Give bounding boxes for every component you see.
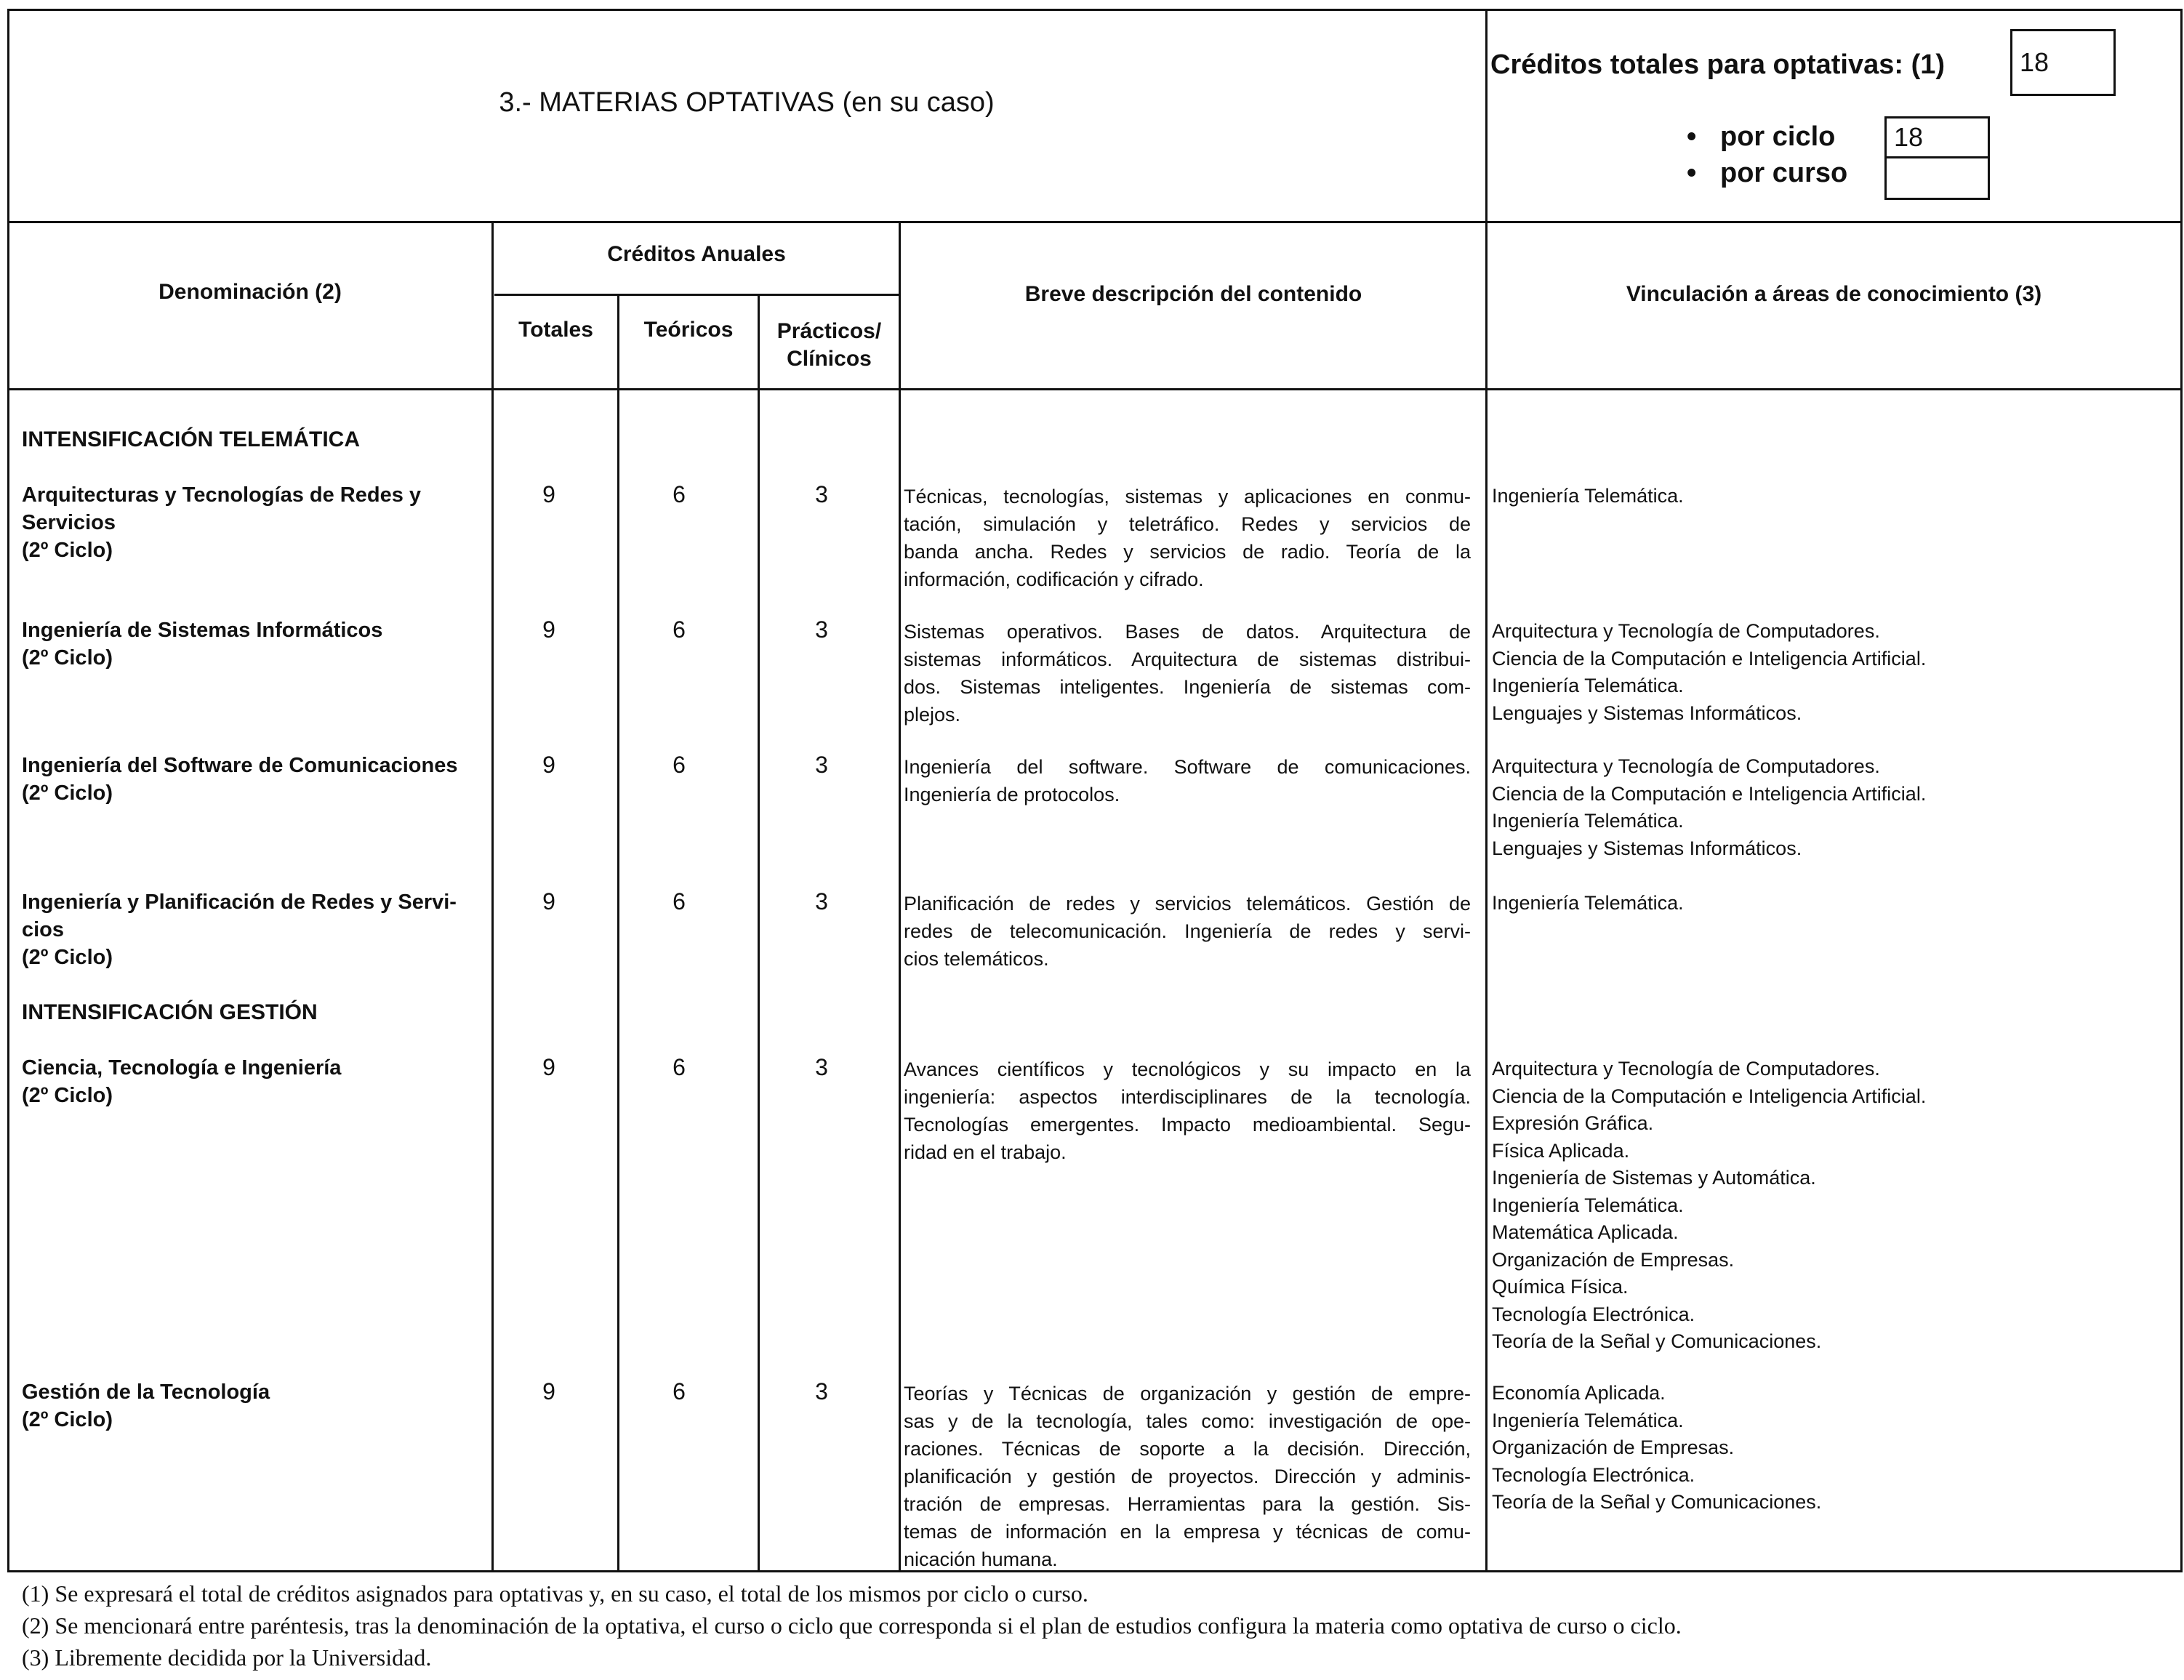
description-line: banda ancha. Redes y servicios de radio. Teoría de la (904, 541, 1471, 563)
knowledge-area-item: Física Aplicada. (1492, 1139, 1630, 1162)
content-description (904, 1380, 1471, 1573)
por-ciclo-curso-list (1687, 118, 1847, 191)
col-denominacion: Denominación (2) (158, 280, 342, 304)
subject-name-line: Ingeniería de Sistemas Informáticos (22, 619, 383, 642)
col-practicos (760, 318, 899, 373)
knowledge-areas (1492, 618, 2168, 727)
bullet-icon: • (1687, 121, 1697, 152)
knowledge-areas (1492, 753, 2168, 862)
description-line: temas de información en la empresa y técnicas de comu- (904, 1521, 1471, 1543)
subject-name-line: (2º Ciclo) (22, 1408, 113, 1431)
subject-name (22, 752, 487, 807)
knowledge-area-item: Expresión Gráfica. (1492, 1112, 1654, 1134)
subject-name-line: (2º Ciclo) (22, 646, 113, 670)
knowledge-area-item: Lenguajes y Sistemas Informáticos. (1492, 837, 1802, 859)
col-practicos-line1: Prácticos/ (776, 319, 882, 343)
credits-teoricos: 6 (673, 481, 686, 507)
por-curso-box (1884, 156, 1990, 200)
knowledge-area-item: Teoría de la Señal y Comunicaciones. (1492, 1330, 1822, 1352)
credits-teoricos: 6 (673, 752, 686, 778)
subject-name-line: Ingeniería y Planificación de Redes y Servi- (22, 891, 457, 914)
knowledge-areas (1492, 1056, 2168, 1356)
description-line: Teorías y Técnicas de organización y gestión de empre- (904, 1383, 1471, 1404)
por-curso-item (1687, 155, 1847, 191)
knowledge-area-item: Ingeniería de Sistemas y Automática. (1492, 1167, 1816, 1189)
knowledge-area-item: Tecnología Electrónica. (1492, 1303, 1695, 1325)
description-line: información, codificación y cifrado. (904, 568, 1204, 590)
credits-totales: 9 (542, 888, 555, 915)
credits-teoricos: 6 (673, 616, 686, 643)
col-totales: Totales (518, 318, 593, 342)
knowledge-area-item: Arquitectura y Tecnología de Computadores. (1492, 620, 1880, 642)
knowledge-area-item: Ingeniería Telemática. (1492, 892, 1684, 914)
creditos-totales-label: Créditos totales para optativas: (1) (1490, 49, 1946, 80)
por-ciclo-label: por ciclo (1720, 121, 1836, 152)
knowledge-area-item: Arquitectura y Tecnología de Computadores. (1492, 1058, 1880, 1080)
credits-practicos: 3 (815, 616, 828, 643)
knowledge-area-item: Lenguajes y Sistemas Informáticos. (1492, 702, 1802, 724)
description-line: Planificación de redes y servicios telemáticos. Gestión de (904, 893, 1471, 915)
subject-name-line: Ingeniería del Software de Comunicaciones (22, 754, 458, 777)
subject-name-line: cios (22, 918, 65, 941)
description-line: planificación y gestión de proyectos. Dirección y adminis- (904, 1466, 1471, 1487)
knowledge-area-item: Ciencia de la Computación e Inteligencia Artificial. (1492, 647, 1927, 670)
content-description (904, 890, 1471, 973)
knowledge-area-item: Organización de Empresas. (1492, 1436, 1735, 1458)
knowledge-area-item: Ingeniería Telemática. (1492, 1194, 1684, 1216)
knowledge-area-item: Ingeniería Telemática. (1492, 675, 1684, 696)
description-line: Tecnologías emergentes. Impacto medioambiental. Segu- (904, 1114, 1471, 1136)
knowledge-area-item: Teoría de la Señal y Comunicaciones. (1492, 1491, 1822, 1513)
subject-name-line: (2º Ciclo) (22, 781, 113, 805)
credits-totales: 9 (542, 616, 555, 643)
knowledge-area-item: Ingeniería Telemática. (1492, 485, 1684, 507)
subject-name (22, 616, 487, 672)
footnote-2: (2) Se mencionará entre paréntesis, tras la denominación de la optativa, el curso o ciclo que corresponda si el plan de estudios configura la materia como optativa de curso o ciclo. (22, 1612, 1682, 1639)
por-ciclo-item (1687, 118, 1847, 155)
description-line: redes de telecomunicación. Ingeniería de redes y servi- (904, 920, 1471, 942)
subject-name-line: Ciencia, Tecnología e Ingeniería (22, 1056, 342, 1080)
por-ciclo-value: 18 (1894, 122, 1924, 152)
knowledge-area-item: Ciencia de la Computación e Inteligencia Artificial. (1492, 1085, 1927, 1107)
description-line: cios telemáticos. (904, 948, 1049, 970)
creditos-totales-value: 18 (2020, 47, 2049, 77)
description-line: raciones. Técnicas de soporte a la decisión. Dirección, (904, 1438, 1471, 1460)
subject-name-line: (2º Ciclo) (22, 539, 113, 562)
description-line: sas y de la tecnología, tales como: investigación de ope- (904, 1410, 1471, 1432)
knowledge-area-item: Ingeniería Telemática. (1492, 810, 1684, 832)
knowledge-area-item: Ingeniería Telemática. (1492, 1409, 1684, 1431)
footnotes (22, 1577, 1682, 1673)
por-curso-label: por curso (1720, 158, 1848, 188)
description-line: tación, simulación y teletráfico. Redes y servicios de (904, 513, 1471, 535)
bullet-icon: • (1687, 158, 1697, 188)
description-line: ingeniería: aspectos interdisciplinares de la tecnología. (904, 1086, 1471, 1108)
description-line: nicación humana. (904, 1548, 1058, 1570)
footnote-1: (1) Se expresará el total de créditos asignados para optativas y, en su caso, el total de los mismos por ciclo o curso. (22, 1580, 1088, 1607)
content-description (904, 483, 1471, 593)
subject-name (22, 888, 487, 971)
knowledge-area-item: Matemática Aplicada. (1492, 1221, 1679, 1243)
content-description (904, 618, 1471, 728)
credits-totales: 9 (542, 1378, 555, 1404)
subject-name (22, 1378, 487, 1434)
subject-name-line: (2º Ciclo) (22, 946, 113, 969)
subject-name-line: Arquitecturas y Tecnologías de Redes y (22, 483, 422, 507)
description-line: Sistemas operativos. Bases de datos. Arquitectura de (904, 621, 1471, 643)
knowledge-area-item: Organización de Empresas. (1492, 1248, 1735, 1271)
knowledge-areas (1492, 483, 2168, 510)
description-line: Avances científicos y tecnológicos y su impacto en la (904, 1058, 1471, 1080)
subject-name-line: (2º Ciclo) (22, 1084, 113, 1107)
credits-teoricos: 6 (673, 1378, 686, 1404)
section-telematica: INTENSIFICACIÓN TELEMÁTICA (22, 427, 360, 451)
knowledge-area-item: Química Física. (1492, 1276, 1629, 1298)
description-line: Ingeniería del software. Software de comunicaciones. (904, 756, 1471, 778)
credits-practicos: 3 (815, 1378, 828, 1404)
col-vinculacion: Vinculación a áreas de conocimiento (3) (1626, 282, 2042, 306)
description-line: ridad en el trabajo. (904, 1141, 1067, 1163)
knowledge-area-item: Ciencia de la Computación e Inteligencia Artificial. (1492, 782, 1927, 805)
col-teoricos: Teóricos (643, 318, 734, 342)
subject-name-line: Gestión de la Tecnología (22, 1380, 270, 1404)
description-line: Técnicas, tecnologías, sistemas y aplicaciones en conmu- (904, 486, 1471, 507)
col-creditos-anuales: Créditos Anuales (607, 242, 786, 266)
subject-name-line: Servicios (22, 511, 116, 534)
content-description (904, 1056, 1471, 1166)
knowledge-area-item: Arquitectura y Tecnología de Computadores. (1492, 755, 1880, 777)
por-ciclo-box (1884, 116, 1990, 158)
knowledge-areas (1492, 890, 2168, 917)
knowledge-area-item: Tecnología Electrónica. (1492, 1463, 1695, 1486)
credits-teoricos: 6 (673, 1054, 686, 1080)
description-line: tración de empresas. Herramientas para la gestión. Sis- (904, 1493, 1471, 1515)
description-line: dos. Sistemas inteligentes. Ingeniería de sistemas com- (904, 676, 1471, 698)
footnote-3: (3) Libremente decidida por la Universidad. (22, 1644, 432, 1671)
description-line: plejos. (904, 704, 961, 726)
knowledge-area-item: Economía Aplicada. (1492, 1382, 1666, 1404)
col-descripcion: Breve descripción del contenido (1024, 282, 1362, 306)
col-practicos-line2: Clínicos (787, 347, 872, 371)
credits-totales: 9 (542, 1054, 555, 1080)
credits-practicos: 3 (815, 1054, 828, 1080)
subject-name (22, 1054, 487, 1109)
credits-practicos: 3 (815, 888, 828, 915)
creditos-totales-box (2010, 29, 2116, 96)
description-line: Ingeniería de protocolos. (904, 784, 1120, 805)
page-title: 3.- MATERIAS OPTATIVAS (en su caso) (499, 87, 995, 118)
credits-practicos: 3 (815, 481, 828, 507)
knowledge-areas (1492, 1380, 2168, 1516)
credits-totales: 9 (542, 481, 555, 507)
credits-teoricos: 6 (673, 888, 686, 915)
credits-practicos: 3 (815, 752, 828, 778)
credits-totales: 9 (542, 752, 555, 778)
section-gestion: INTENSIFICACIÓN GESTIÓN (22, 1000, 318, 1024)
content-description (904, 753, 1471, 808)
subject-name (22, 481, 487, 564)
description-line: sistemas informáticos. Arquitectura de sistemas distribui- (904, 648, 1471, 670)
